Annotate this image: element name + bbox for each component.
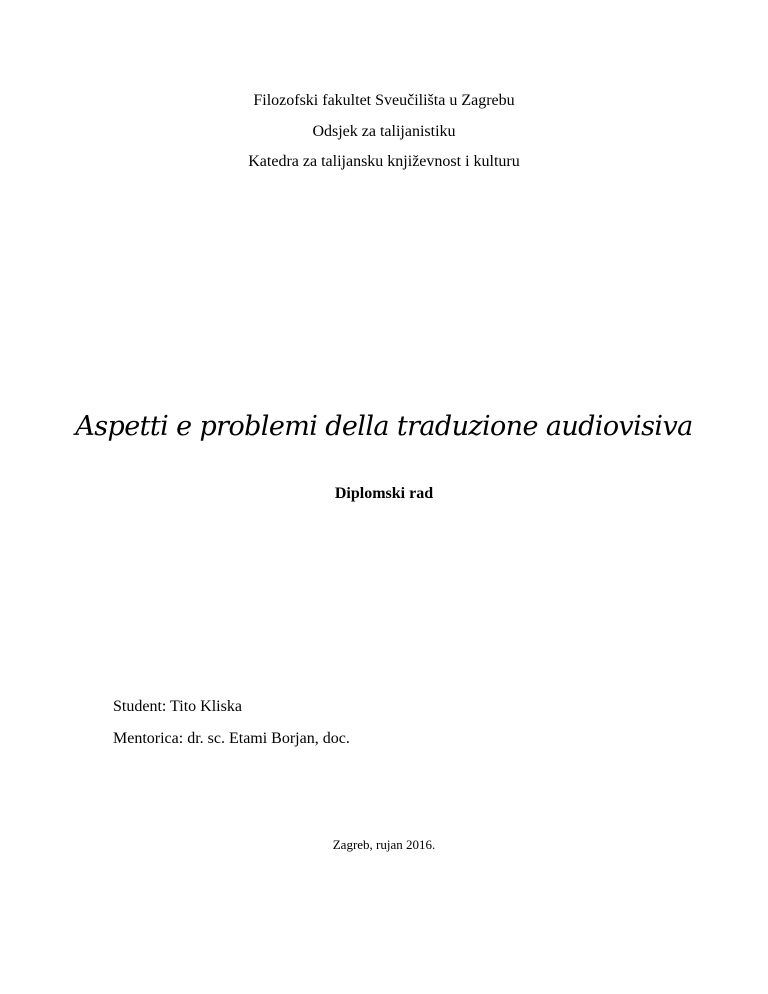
thesis-title: Aspetti e problemi della traduzione audiovisiva xyxy=(75,411,693,442)
department-name: Odsjek za talijanistiku xyxy=(312,123,456,140)
place-date: Zagreb, rujan 2016. xyxy=(332,837,436,852)
chair-name: Katedra za talijansku književnost i kulturu xyxy=(248,153,520,170)
thesis-type: Diplomski rad xyxy=(334,485,434,502)
mentor-line: Mentorica: dr. sc. Etami Borjan, doc. xyxy=(113,730,350,747)
institution-name: Filozofski fakultet Sveučilišta u Zagrebu xyxy=(253,92,515,109)
student-line: Student: Tito Kliska xyxy=(113,698,242,715)
